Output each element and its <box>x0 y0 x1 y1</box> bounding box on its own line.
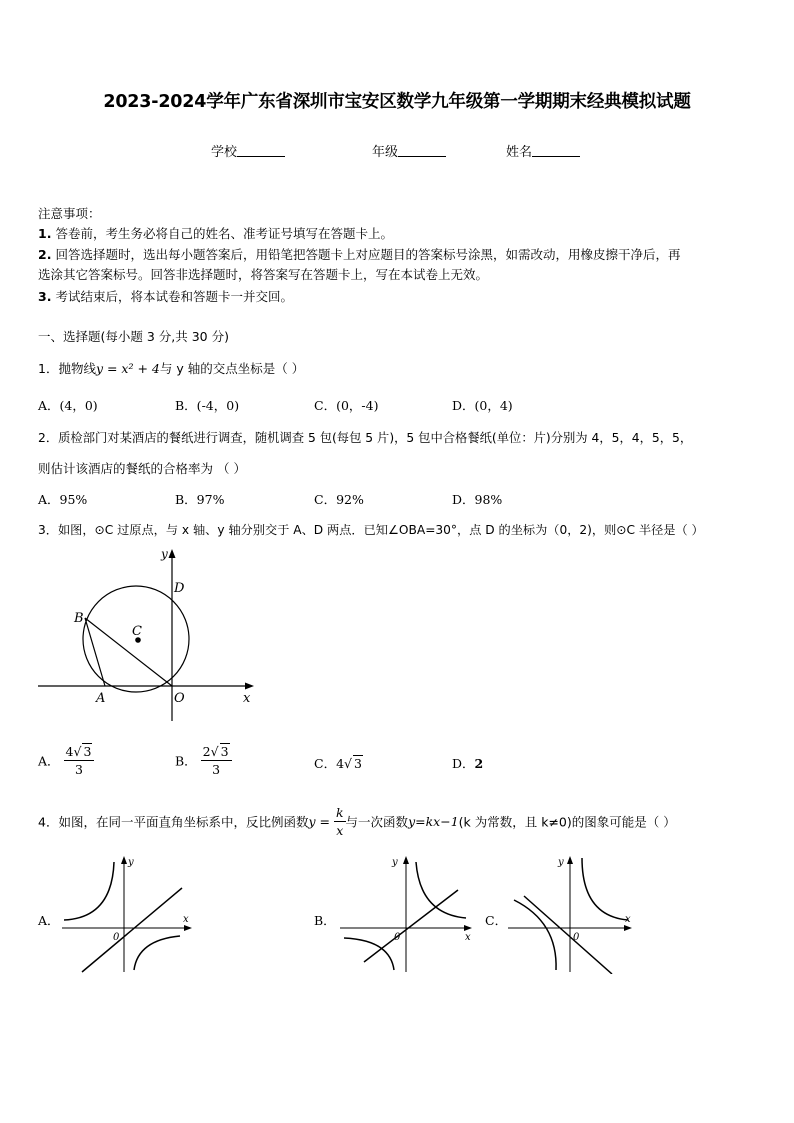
q4-graph-a <box>62 852 192 974</box>
graph-b-y-label: y <box>392 857 398 868</box>
q4-option-a: A． <box>38 913 60 928</box>
q4-fraction: $\frac{k}{x}$ <box>335 805 344 838</box>
grade-field <box>372 141 446 160</box>
graph-a-y-label: y <box>128 857 134 868</box>
question-4: 4．如图，在同一平面直角坐标系中，反比例函数y = $\frac{k}{x}$ 与一次函数y=kx−1(k 为常数，且 k≠0)的图象可能是（ ） <box>38 805 676 838</box>
grade-blank <box>398 144 446 157</box>
question-3: 3．如图，⊙C 过原点，与 x 轴、y 轴分别交于 A、D 两点．已知∠OBA=30°，点 D 的坐标为（0，2)，则⊙C 半径是（ ） <box>38 523 704 537</box>
notice-item-3: 3. 考试结束后，将本试卷和答题卡一并交回。 <box>38 289 293 304</box>
q1-expression: y = x² + 4 <box>95 361 160 376</box>
fig3-label-c: C <box>132 624 142 639</box>
q2-option-b: B．97% <box>175 492 225 507</box>
q3-circle-figure <box>36 545 256 725</box>
fig3-label-o: O <box>174 691 185 706</box>
graph-c-y-label: y <box>558 857 564 868</box>
question-2-line-2: 则估计该酒店的餐纸的合格率为 （ ） <box>38 461 246 476</box>
graph-a-origin-label: 0 <box>113 932 120 943</box>
graph-c-origin-label: 0 <box>573 932 580 943</box>
school-label: 学校 <box>211 145 238 160</box>
q2-option-a: A．95% <box>38 492 88 507</box>
q3-option-d: D．2 <box>452 756 484 771</box>
q4-graph-b <box>340 852 476 974</box>
notice-item-2: 2. 回答选择题时，选出每小题答案后，用铅笔把答题卡上对应题目的答案标号涂黑，如需改动，用橡皮擦干净后，再 <box>38 247 681 262</box>
page-title: 2023-2024学年广东省深圳市宝安区数学九年级第一学期期末经典模拟试题 <box>103 92 691 112</box>
q3-option-b: B． $\frac{2√ 3}{3}$ <box>175 744 232 777</box>
q2-option-c: C．92% <box>314 492 364 507</box>
q1-option-b: B．(-4，0) <box>175 398 240 413</box>
q3-option-a-fraction: $\frac{4√ 3}{3}$ <box>64 744 95 777</box>
q1-option-a: A．(4，0) <box>38 398 98 413</box>
notice-heading: 注意事项： <box>38 206 101 221</box>
q3-option-b-fraction: $\frac{2√ 3}{3}$ <box>201 744 232 777</box>
graph-a-x-label: x <box>183 914 189 925</box>
question-2-line-1: 2．质检部门对某酒店的餐纸进行调查，随机调查 5 包(每包 5 片)，5 包中合格餐纸(单位：片)分别为 4，5，4，5，5， <box>38 431 693 445</box>
notice-item-2-cont: 选涂其它答案标号。回答非选择题时，将答案写在答题卡上，写在本试卷上无效。 <box>38 267 489 282</box>
q4-graph-c <box>508 852 636 974</box>
q1-option-c: C．(0，-4) <box>314 398 379 413</box>
name-label: 姓名 <box>506 145 533 160</box>
q2-option-d: D．98% <box>452 492 503 507</box>
section-heading: 一、选择题(每小题 3 分,共 30 分) <box>38 329 229 344</box>
school-field <box>211 141 285 160</box>
fig3-label-d: D <box>174 581 185 596</box>
school-blank <box>237 144 285 157</box>
q4-option-c: C． <box>485 913 508 928</box>
graph-c-x-label: x <box>625 914 631 925</box>
fig3-label-a: A <box>96 691 106 706</box>
grade-label: 年级 <box>372 145 399 160</box>
fig3-label-x: x <box>243 691 251 706</box>
notice-item-1: 1. 答卷前，考生务必将自己的姓名、准考证号填写在答题卡上。 <box>38 226 393 241</box>
q4-option-b: B． <box>314 913 336 928</box>
name-blank <box>532 144 580 157</box>
q3-option-a: A． $\frac{4√ 3}{3}$ <box>38 744 94 777</box>
q1-option-d: D．(0，4) <box>452 398 513 413</box>
question-1: 1．抛物线y = x² + 4与 y 轴的交点坐标是（ ） <box>38 361 305 376</box>
name-field <box>506 141 580 160</box>
graph-b-origin-label: 0 <box>394 932 401 943</box>
fig3-label-b: B <box>74 611 84 626</box>
q3-option-c: C．4√ 3 <box>314 756 362 771</box>
graph-b-x-label: x <box>465 932 471 943</box>
fig3-label-y: y <box>161 547 168 561</box>
